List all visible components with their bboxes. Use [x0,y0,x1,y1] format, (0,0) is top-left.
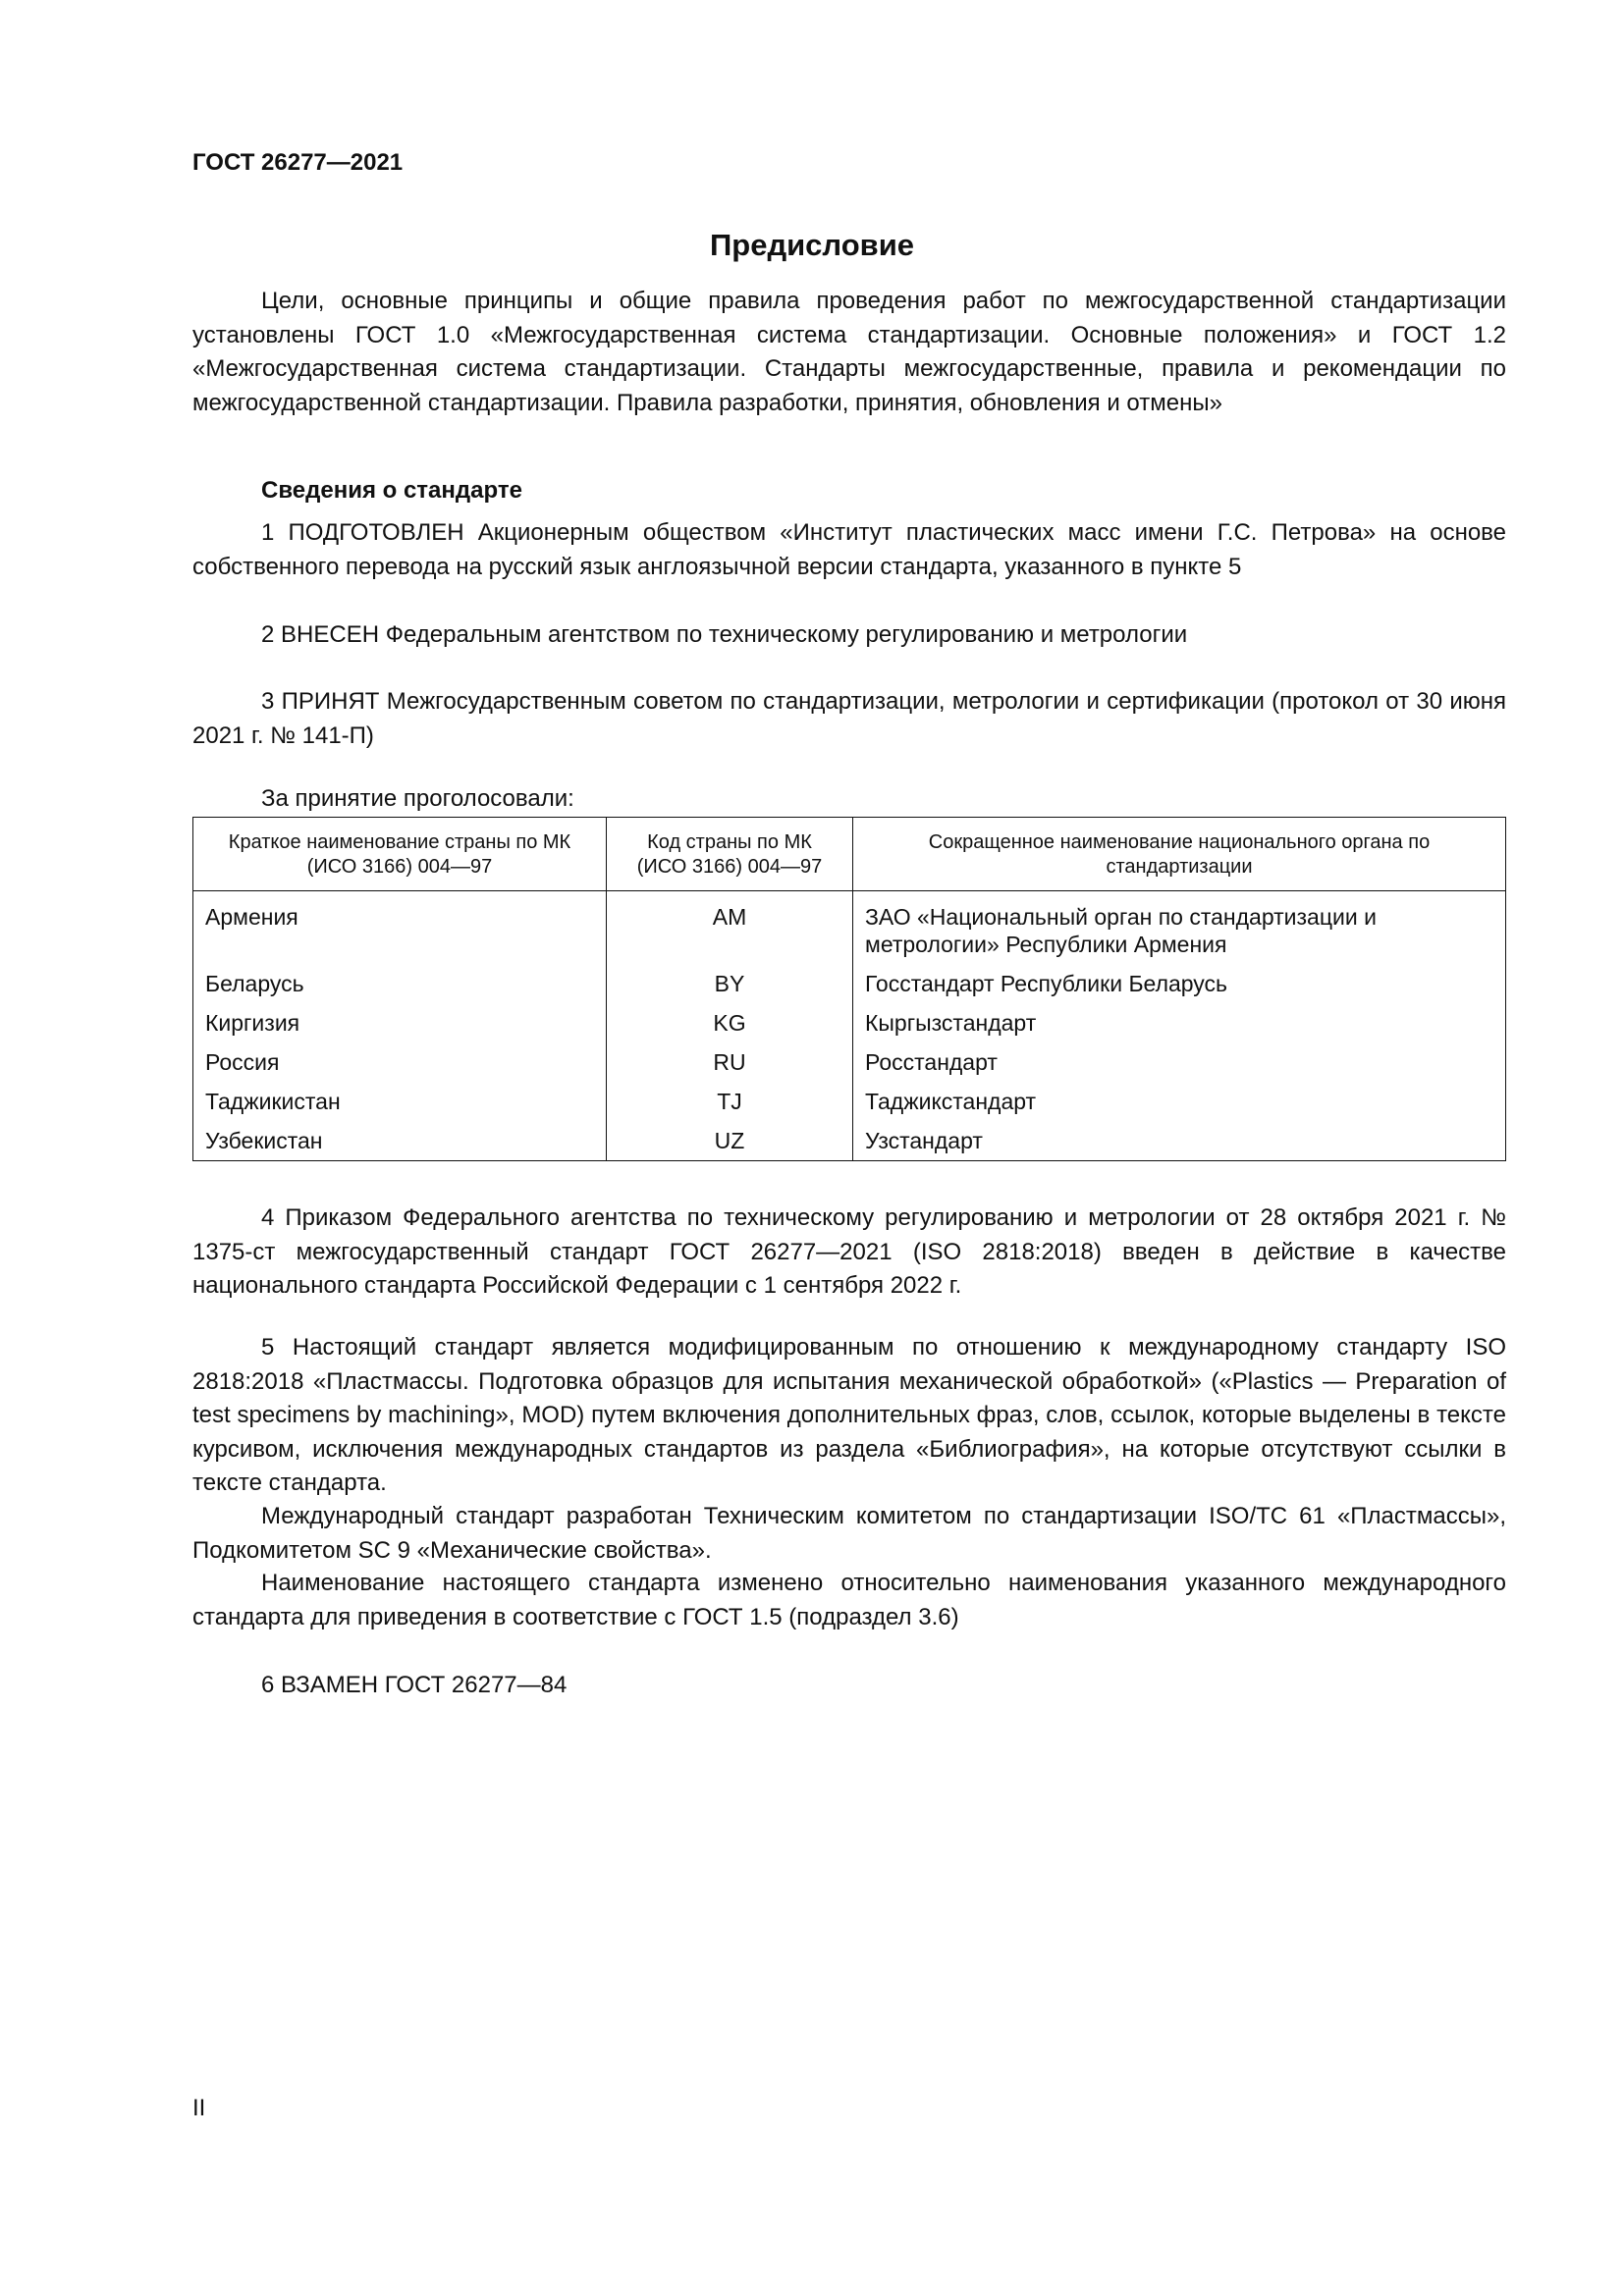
item-2-paragraph: 2 ВНЕСЕН Федеральным агентством по техническому регулированию и метрологии [261,621,1188,648]
voting-table [192,817,1506,1161]
item-6-paragraph: 6 ВЗАМЕН ГОСТ 26277—84 [261,1672,568,1698]
country-cell: Узбекистан [193,1121,607,1161]
table-row [193,891,1506,965]
country-cell: Таджикистан [193,1082,607,1121]
country-cell: Армения [193,891,607,965]
item-5-name-change-paragraph: Наименование настоящего стандарта изменено относительно наименования указанного международного стандарта для приведения в соответствие с ГОСТ 1.5 (подраздел 3.6) [192,1570,1506,1630]
table-row [193,1042,1506,1082]
page-number: II [192,2095,206,2121]
table-row [193,1121,1506,1161]
table-header-code: Код страны по МК (ИСО 3166) 004—97 [607,818,853,891]
body-cell: Госстандарт Республики Беларусь [853,964,1506,1003]
item-5-paragraph: 5 Настоящий стандарт является модифицированным по отношению к международному стандарту ISO 2818:2018 «Пластмассы. Подготовка образцов для испытания механической обработкой» («Plastics — Preparation of test specimens by machining», MOD) путем включения дополнительных фраз, слов, ссылок, которые выделены в тексте курсивом, исключения международных стандартов из раздела «Библиография», на которые отсутствуют ссылки в тексте стандарта. [192,1334,1506,1496]
body-cell: Кыргызстандарт [853,1003,1506,1042]
code-cell: RU [607,1042,853,1082]
table-row [193,964,1506,1003]
table-header-body: Сокращенное наименование национального органа по стандартизации [853,818,1506,891]
country-cell: Россия [193,1042,607,1082]
country-cell: Киргизия [193,1003,607,1042]
code-cell: TJ [607,1082,853,1121]
table-header-row [193,818,1506,891]
code-cell: UZ [607,1121,853,1161]
info-heading: Сведения о стандарте [261,477,522,504]
body-cell: ЗАО «Национальный орган по стандартизации и метрологии» Республики Армения [853,891,1506,965]
voted-label: За принятие проголосовали: [261,785,574,812]
body-cell: Росстандарт [853,1042,1506,1082]
document-id-header: ГОСТ 26277—2021 [192,149,404,176]
intro-paragraph: Цели, основные принципы и общие правила проведения работ по межгосударственной стандартизации установлены ГОСТ 1.0 «Межгосударственная система стандартизации. Основные положения» и ГОСТ 1.2 «Межгосударственная система стандартизации. Стандарты межгосударственные, правила и рекомендации по межгосударственной стандартизации. Правила разработки, принятия, обновления и отмены» [192,288,1506,416]
country-cell: Беларусь [193,964,607,1003]
item-5-committee-paragraph: Международный стандарт разработан Техническим комитетом по стандартизации ISO/TC 61 «Пластмассы», Подкомитетом SC 9 «Механические свойства». [192,1503,1506,1564]
item-1-paragraph: 1 ПОДГОТОВЛЕН Акционерным обществом «Институт пластических масс имени Г.С. Петрова» на основе собственного перевода на русский язык англоязычной версии стандарта, указанного в пункте 5 [192,519,1506,580]
code-cell: KG [607,1003,853,1042]
body-cell: Узстандарт [853,1121,1506,1161]
item-4-paragraph: 4 Приказом Федерального агентства по техническому регулированию и метрологии от 28 октября 2021 г. № 1375-ст межгосударственный стандарт ГОСТ 26277—2021 (ISO 2818:2018) введен в действие в качестве национального стандарта Российской Федерации с 1 сентября 2022 г. [192,1204,1506,1299]
body-cell: Таджикстандарт [853,1082,1506,1121]
code-cell: BY [607,964,853,1003]
table-row [193,1082,1506,1121]
page-title: Предисловие [709,228,914,262]
item-3-paragraph: 3 ПРИНЯТ Межгосударственным советом по стандартизации, метрологии и сертификации (протокол от 30 июня 2021 г. № 141-П) [192,688,1506,749]
table-header-country: Краткое наименование страны по МК (ИСО 3166) 004—97 [193,818,607,891]
table-row [193,1003,1506,1042]
code-cell: AM [607,891,853,965]
